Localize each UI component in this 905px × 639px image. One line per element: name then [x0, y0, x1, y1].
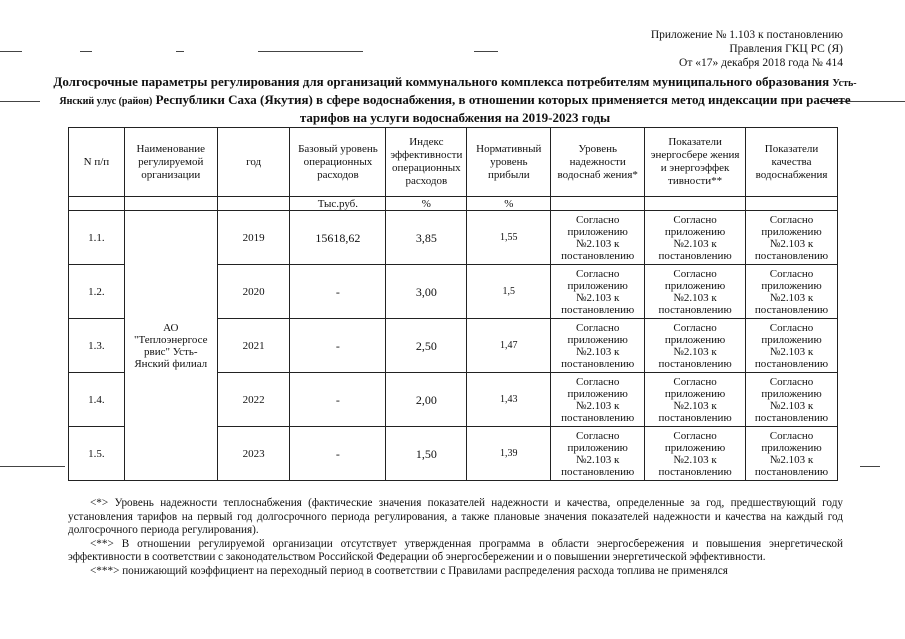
row-energy: Согласно приложению №2.103 к постановлению [645, 373, 746, 427]
row-quality: Согласно приложению №2.103 к постановлению [746, 319, 838, 373]
row-reliability: Согласно приложению №2.103 к постановлению [551, 319, 645, 373]
row-quality: Согласно приложению №2.103 к постановлению [746, 373, 838, 427]
row-reliability: Согласно приложению №2.103 к постановлению [551, 373, 645, 427]
footnote-3: <***> понижающий коэффициент на переходный период в соответствии с Правилами распределения расхода топлива не применялся [90, 564, 728, 577]
header-base: Базовый уровень операционных расходов [290, 128, 386, 197]
row-year: 2023 [217, 427, 290, 481]
row-base: 15618,62 [290, 211, 386, 265]
title-part-1: Долгосрочные параметры регулирования для организаций коммунального комплекса потребителям муниципального образования [53, 74, 833, 89]
table-units-row [69, 197, 838, 211]
row-reliability: Согласно приложению №2.103 к постановлению [551, 211, 645, 265]
row-year: 2021 [217, 319, 290, 373]
header-org: Наименование регулируемой организации [124, 128, 217, 197]
title-district: Усть-Янский улус (район) [59, 78, 857, 107]
row-num: 1.3. [69, 319, 125, 373]
row-year: 2022 [217, 373, 290, 427]
appendix-line-3: От «17» декабря 2018 года № 414 [679, 57, 843, 69]
row-reliability: Согласно приложению №2.103 к постановлению [551, 265, 645, 319]
organization-name: АО "Теплоэнергосе рвис" Усть-Янский филиал [124, 211, 217, 481]
row-index: 1,50 [386, 427, 467, 481]
row-index: 3,00 [386, 265, 467, 319]
header-reliability: Уровень надежности водоснаб жения* [551, 128, 645, 197]
row-num: 1.1. [69, 211, 125, 265]
row-reliability: Согласно приложению №2.103 к постановлению [551, 427, 645, 481]
row-energy: Согласно приложению №2.103 к постановлению [645, 211, 746, 265]
footnotes [68, 497, 843, 578]
row-num: 1.2. [69, 265, 125, 319]
row-base: - [290, 427, 386, 481]
row-year: 2020 [217, 265, 290, 319]
row-quality: Согласно приложению №2.103 к постановлению [746, 211, 838, 265]
appendix-line-1: Приложение № 1.103 к постановлению [650, 29, 843, 41]
row-num: 1.4. [69, 373, 125, 427]
unit-profit: % [467, 197, 551, 211]
row-index: 2,50 [386, 319, 467, 373]
document-title [40, 74, 870, 126]
title-part-2: Республики Саха (Якутия) в сфере водоснабжения, в отношении которых применяется метод индексации при расчете тарифов на услуги водоснабжения на 2019-2023 годы [152, 92, 851, 125]
row-quality: Согласно приложению №2.103 к постановлению [746, 427, 838, 481]
header-year: год [217, 128, 290, 197]
header-index: Индекс эффективности операционных расходов [386, 128, 467, 197]
header-quality: Показатели качества водоснабжения [746, 128, 838, 197]
row-profit: 1,55 [467, 211, 551, 265]
row-num: 1.5. [69, 427, 125, 481]
unit-index: % [386, 197, 467, 211]
row-index: 3,85 [386, 211, 467, 265]
row-energy: Согласно приложению №2.103 к постановлению [645, 265, 746, 319]
row-base: - [290, 373, 386, 427]
header-energy: Показатели энергосбере жения и энергоэффек тивности** [645, 128, 746, 197]
footnote-2: <**> В отношении регулируемой организации отсутствует утвержденная программа в области энергосбережения и повышения энергетической эффективности в соответствии с законодательством Российской Федерации об энергосбережении и о повышении энергетической эффективности. [68, 537, 843, 563]
row-year: 2019 [217, 211, 290, 265]
row-base: - [290, 319, 386, 373]
header-profit: Нормативный уровень прибыли [467, 128, 551, 197]
row-profit: 1,43 [467, 373, 551, 427]
table-row [69, 211, 838, 265]
appendix-header [651, 28, 843, 70]
row-energy: Согласно приложению №2.103 к постановлению [645, 427, 746, 481]
row-energy: Согласно приложению №2.103 к постановлению [645, 319, 746, 373]
header-num: N п/п [69, 128, 125, 197]
row-quality: Согласно приложению №2.103 к постановлению [746, 265, 838, 319]
unit-base: Тыс.руб. [290, 197, 386, 211]
row-profit: 1,39 [467, 427, 551, 481]
table-header-row [69, 128, 838, 197]
row-base: - [290, 265, 386, 319]
appendix-line-2: Правления ГКЦ РС (Я) [729, 43, 843, 55]
row-profit: 1,5 [467, 265, 551, 319]
row-index: 2,00 [386, 373, 467, 427]
parameters-table [68, 127, 838, 481]
footnote-1: <*> Уровень надежности теплоснабжения (фактические значения показателей надежности и качества, определенные за год, предшествующий году установления тарифов на первый год долгосрочного периода регулирования, а также плановые значения показателей надежности и качества на каждый год долгосрочного периода регулирования). [68, 497, 843, 536]
row-profit: 1,47 [467, 319, 551, 373]
